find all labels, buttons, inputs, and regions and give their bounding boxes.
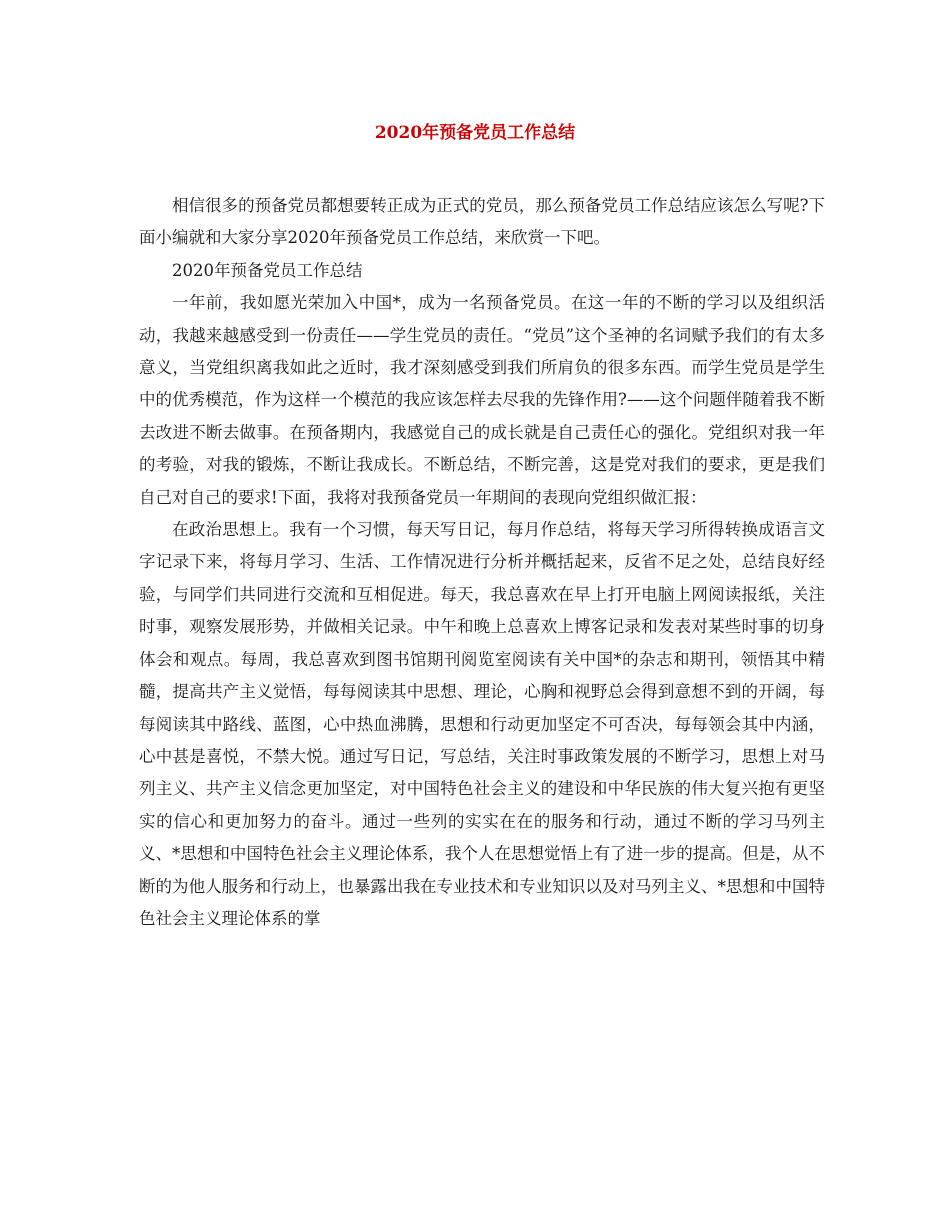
document-body xyxy=(139,190,825,935)
intro-paragraph: 相信很多的预备党员都想要转正成为正式的党员，那么预备党员工作总结应该怎么写呢?下面小编就和大家分享2020年预备党员工作总结，来欣赏一下吧。 xyxy=(139,196,825,248)
section-heading: 2020年预备党员工作总结 xyxy=(172,260,363,280)
document-title: 2020年预备党员工作总结 xyxy=(374,123,576,143)
body-paragraph: 一年前，我如愿光荣加入中国*，成为一名预备党员。在这一年的不断的学习以及组织活动，我越来越感受到一份责任——学生党员的责任。“党员”这个圣神的名词赋予我们的有太多意义，当党组织离我如此之近时，我才深刻感受到我们所肩负的很多东西。而学生党员是学生中的优秀模范，作为这样一个模范的我应该怎样去尽我的先锋作用?——这个问题伴随着我不断去改进不断去做事。在预备期内，我感觉自己的成长就是自己责任心的强化。党组织对我一年的考验，对我的锻炼，不断让我成长。不断总结，不断完善，这是党对我们的要求，更是我们自己对自己的要求!下面，我将对我预备党员一年期间的表现向党组织做汇报： xyxy=(139,293,825,507)
body-paragraph: 在政治思想上。我有一个习惯，每天写日记，每月作总结，将每天学习所得转换成语言文字记录下来，将每月学习、生活、工作情况进行分析并概括起来，反省不足之处，总结良好经验，与同学们共同进行交流和互相促进。每天，我总喜欢在早上打开电脑上网阅读报纸，关注时事，观察发展形势，并做相关记录。中午和晚上总喜欢上博客记录和发表对某些时事的切身体会和观点。每周，我总喜欢到图书馆期刊阅览室阅读有关中国*的杂志和期刊，领悟其中精髓，提高共产主义觉悟，每每阅读其中思想、理论，心胸和视野总会得到意想不到的开阔，每每阅读其中路线、蓝图，心中热血沸腾，思想和行动更加坚定不可否决，每每领会其中内涵，心中甚是喜悦，不禁大悦。通过写日记，写总结，关注时事政策发展的不断学习，思想上对马列主义、共产主义信念更加坚定，对中国特色社会主义的建设和中华民族的伟大复兴抱有更坚实的信心和更加努力的奋斗。通过一些列的实实在在的服务和行动，通过不断的学习马列主义、*思想和中国特色社会主义理论体系，我个人在思想觉悟上有了进一步的提高。但是，从不断的为他人服务和行动上，也暴露出我在专业技术和专业知识以及对马列主义、*思想和中国特色社会主义理论体系的掌 xyxy=(139,520,825,928)
